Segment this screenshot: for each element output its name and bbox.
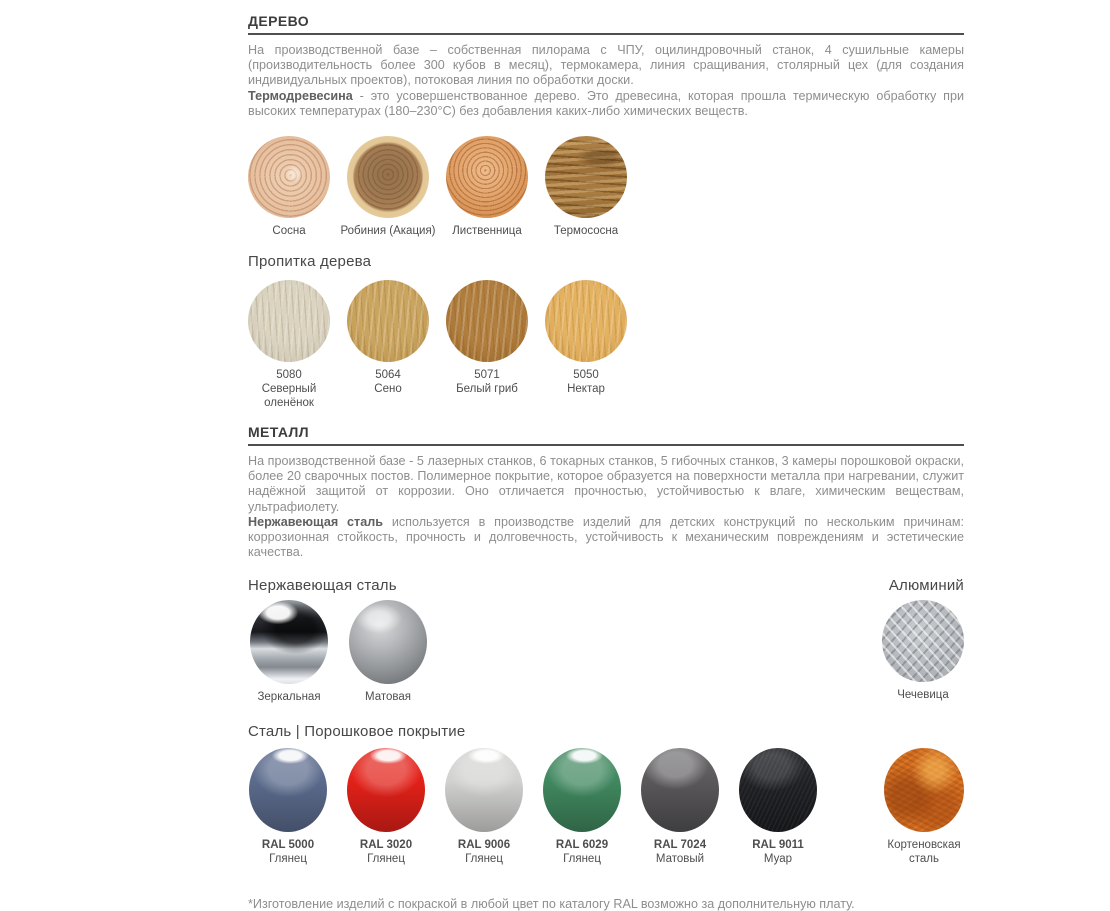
swatch-label bbox=[540, 368, 632, 396]
thermopine-swatch-circle bbox=[545, 136, 627, 218]
swatch-label bbox=[342, 368, 434, 396]
swatch-label: Кортеновская сталь bbox=[887, 839, 961, 866]
diamond-plate-circle bbox=[882, 600, 964, 682]
treatment-title: Пропитка дерева bbox=[248, 253, 372, 271]
larch-swatch-circle bbox=[446, 136, 528, 218]
swatch-name: Северный оленёнок bbox=[261, 383, 317, 410]
treatment-swatch-5071 bbox=[446, 280, 528, 396]
swatch-label bbox=[654, 838, 706, 866]
treatment-swatch-5080 bbox=[248, 280, 330, 410]
ral-code: RAL 3020 bbox=[359, 839, 413, 852]
stainless-swatch-mirror bbox=[248, 600, 330, 704]
swatch-label: Робиния (Акация) bbox=[340, 225, 436, 238]
wood-thermo-paragraph bbox=[248, 89, 964, 119]
corten-steel-circle bbox=[884, 748, 964, 832]
ral-finish: Муар bbox=[763, 853, 793, 866]
ral-code: RAL 9011 bbox=[752, 839, 804, 852]
aluminum-title: Алюминий bbox=[888, 577, 964, 595]
ral6029-ball bbox=[543, 748, 621, 832]
treatment-swatch-row bbox=[248, 280, 964, 410]
swatch-label: Матовая bbox=[365, 691, 411, 704]
ral-code: RAL 7024 bbox=[653, 839, 707, 852]
swatch-code: 5080 bbox=[276, 369, 302, 382]
ral-finish: Глянец bbox=[367, 853, 405, 866]
ral7024-ball bbox=[641, 748, 719, 832]
stainless-lead: Нержавеющая сталь bbox=[248, 514, 383, 529]
treatment-swatch-circle bbox=[545, 280, 627, 362]
ral-finish: Глянец bbox=[269, 853, 307, 866]
wood-swatch-pine bbox=[248, 136, 330, 238]
metal-section-title: МЕТАЛЛ bbox=[248, 424, 964, 446]
robinia-swatch-circle bbox=[347, 136, 429, 218]
aluminum-swatch-lentil bbox=[882, 600, 964, 702]
ral-code: RAL 6029 bbox=[555, 839, 609, 852]
swatch-label: Термососна bbox=[553, 225, 619, 238]
ral-finish: Глянец bbox=[465, 853, 503, 866]
ral-code: RAL 9006 bbox=[457, 839, 511, 852]
swatch-code: 5071 bbox=[474, 369, 500, 382]
powder-swatch-ral9006 bbox=[444, 748, 524, 866]
swatch-label: Зеркальная bbox=[257, 691, 321, 704]
ral-finish: Глянец bbox=[563, 853, 601, 866]
swatch-label bbox=[360, 838, 412, 866]
ral9006-ball bbox=[445, 748, 523, 832]
stainless-swatch-matte bbox=[347, 600, 429, 704]
treatment-swatch-5050 bbox=[545, 280, 627, 396]
stainless-title: Нержавеющая сталь bbox=[248, 577, 397, 595]
powder-swatch-corten bbox=[884, 748, 964, 866]
stainless-text: используется в производстве изделий для детских конструкций по нескольким причинам: коррозионная стойкость, прочность и долговечность, устойчивость к механическим повреждениям и эстетические качества. bbox=[248, 514, 964, 560]
pine-swatch-circle bbox=[248, 136, 330, 218]
wood-section-title: ДЕРЕВО bbox=[248, 13, 964, 35]
swatch-label bbox=[458, 838, 510, 866]
swatch-name: Сено bbox=[374, 383, 402, 396]
wood-intro-paragraph: На производственной базе – собственная пилорама с ЧПУ, оцилиндровочный станок, 4 сушильные камеры (производительность более 300 кубов в месяц), термокамера, линия сращивания, столярный цех (для создания индивидуальных проектов), потоковая линия по обработки доски. bbox=[248, 43, 964, 88]
metal-intro-paragraph: На производственной базе - 5 лазерных станков, 6 токарных станков, 5 гибочных станков, 3 камеры порошковой окраски, более 20 сварочных постов. Полимерное покрытие, которое образуется на поверхности металла при нагревании, служит надёжной защитой от коррозии. Оно отличается прочностью, устойчивостью к влаге, химическим веществам, ультрафиолету. bbox=[248, 454, 964, 514]
ral5000-ball bbox=[249, 748, 327, 832]
ral3020-ball bbox=[347, 748, 425, 832]
swatch-code: 5064 bbox=[375, 369, 401, 382]
stainless-swatch-row bbox=[248, 600, 964, 704]
thermo-text: - это усовершенствованное дерево. Это древесина, которая прошла термическую обработку при высоких температурах (180–230°С) без добавления каких-либо химических веществ. bbox=[248, 88, 964, 118]
stainless-header-row bbox=[248, 577, 964, 594]
powder-swatch-ral6029 bbox=[542, 748, 622, 866]
treatment-swatch-circle bbox=[248, 280, 330, 362]
powder-swatch-ral5000 bbox=[248, 748, 328, 866]
powder-swatch-ral9011 bbox=[738, 748, 818, 866]
swatch-name: Нектар bbox=[567, 383, 605, 396]
wood-swatch-larch bbox=[446, 136, 528, 238]
mirror-steel-sphere bbox=[250, 600, 328, 684]
ral-footnote: *Изготовление изделий с покраской в любой цвет по каталогу RAL возможно за дополнительную плату. bbox=[248, 897, 855, 911]
thermo-lead: Термодревесина bbox=[248, 88, 353, 103]
powder-swatch-row bbox=[248, 748, 964, 866]
swatch-label bbox=[243, 368, 335, 410]
swatch-label: Чечевица bbox=[897, 689, 949, 702]
ral-code: RAL 5000 bbox=[261, 839, 315, 852]
swatch-label bbox=[441, 368, 533, 396]
swatch-code: 5050 bbox=[573, 369, 599, 382]
powder-swatch-ral3020 bbox=[346, 748, 426, 866]
swatch-label bbox=[262, 838, 314, 866]
treatment-swatch-circle bbox=[347, 280, 429, 362]
swatch-name: Белый гриб bbox=[456, 383, 518, 396]
powder-swatch-ral7024 bbox=[640, 748, 720, 866]
catalog-page bbox=[248, 0, 964, 911]
ral9011-ball bbox=[739, 748, 817, 832]
matte-steel-sphere bbox=[349, 600, 427, 684]
swatch-label: Лиственница bbox=[452, 225, 522, 238]
powder-title: Сталь | Порошковое покрытие bbox=[248, 723, 466, 741]
treatment-swatch-circle bbox=[446, 280, 528, 362]
swatch-label: Сосна bbox=[272, 225, 306, 238]
treatment-swatch-5064 bbox=[347, 280, 429, 396]
metal-stainless-paragraph bbox=[248, 515, 964, 561]
ral-finish: Матовый bbox=[655, 853, 705, 866]
swatch-label bbox=[752, 838, 804, 866]
wood-swatch-thermopine bbox=[545, 136, 627, 238]
wood-swatch-row bbox=[248, 136, 964, 238]
swatch-label bbox=[556, 838, 608, 866]
wood-swatch-robinia bbox=[340, 136, 436, 238]
